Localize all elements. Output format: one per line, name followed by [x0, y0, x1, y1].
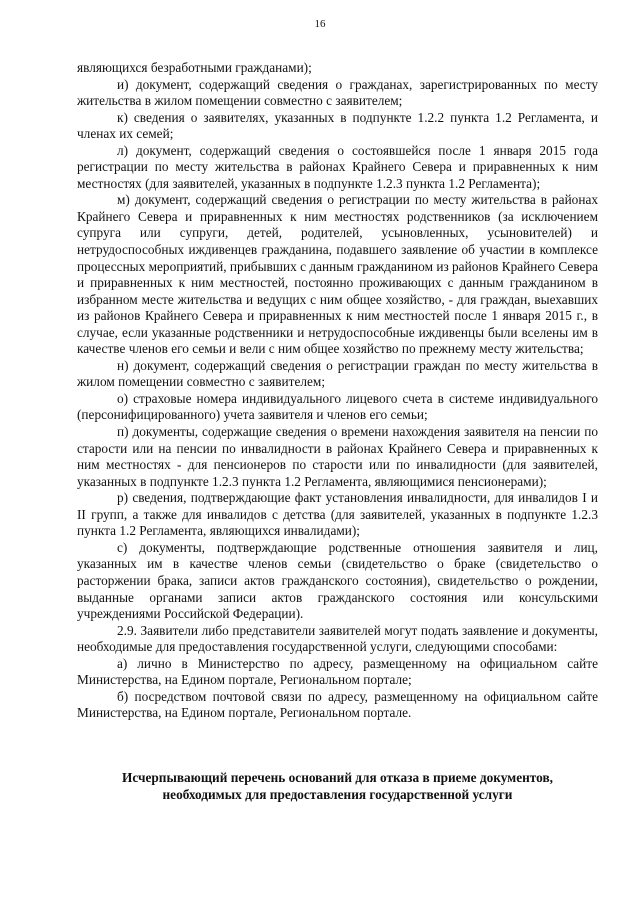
paragraph-item-m: м) документ, содержащий сведения о регистрации по месту жительства в районах Крайнего Севера и приравненных к ним местностях родственников (за исключением супруга или супруги, детей, родителей, усыновленных, усыновителей) и нетрудоспособных иждивенцев гражданина, подавшего заявление об участии в комплексе процессных мероприятий, прибывших с данным гражданином из районов Крайнего Севера и приравненных к ним местностей, постоянно проживающих с данным гражданином в избранном месте жительства и ведущих с ним общее хозяйство, - для граждан, выехавших из районов Крайнего Севера и приравненных к ним местностей после 1 января 2015 г., в случае, если указанные родственники и нетрудоспособные иждивенцы были вселены им в качестве членов его семьи и вели с ним общее хозяйство по прежнему месту жительства; — [77, 192, 598, 357]
section-heading — [77, 769, 598, 803]
paragraph-item-k: к) сведения о заявителях, указанных в подпункте 1.2.2 пункта 1.2 Регламента, и членах их семей; — [77, 109, 598, 142]
paragraph-continuation: являющихся безработными гражданами); — [77, 60, 312, 75]
paragraph-item-r: р) сведения, подтверждающие факт установления инвалидности, для инвалидов I и II групп, а также для инвалидов с детства (для заявителей, указанных в подпункте 1.2.3 пункта 1.2 Регламента, являющихся инвалидами); — [77, 490, 598, 539]
paragraph-item-n: н) документ, содержащий сведения о регистрации граждан по месту жительства в жилом помещении совместно с заявителем; — [77, 357, 598, 390]
paragraph-2-9: 2.9. Заявители либо представители заявителей могут подать заявление и документы, необходимые для предоставления государственной услуги, следующими способами: — [77, 622, 598, 655]
page-number: 16 — [314, 18, 326, 30]
paragraph-item-l: л) документ, содержащий сведения о состоявшейся после 1 января 2015 года регистрации по месту жительства в районах Крайнего Севера и приравненных к ним местностях (для заявителей, указанных в подпункте 1.2.3 пункта 1.2 Регламента); — [77, 142, 598, 191]
section-heading-line-2: необходимых для предоставления государственной услуги — [162, 787, 513, 802]
section-heading-line-1: Исчерпывающий перечень оснований для отказа в приеме документов, — [122, 770, 553, 785]
paragraph-item-o: о) страховые номера индивидуального лицевого счета в системе индивидуального (персонифицированного) учета заявителя и членов его семьи; — [77, 390, 598, 423]
paragraph-item-i: и) документ, содержащий сведения о гражданах, зарегистрированных по месту жительства в жилом помещении совместно с заявителем; — [77, 76, 598, 109]
paragraph-item-s: с) документы, подтверждающие родственные отношения заявителя и лиц, указанных им в качестве членов семьи (свидетельство о браке (свидетельство о расторжении брака, записи актов гражданского состояния), свидетельство о рождении, выданные органами записи актов гражданского состояния или консульскими учреждениями Российской Федерации). — [77, 539, 598, 622]
paragraph-item-a: а) лично в Министерство по адресу, размещенному на официальном сайте Министерства, на Едином портале, Региональном портале; — [77, 655, 598, 688]
paragraph-item-p: п) документы, содержащие сведения о времени нахождения заявителя на пенсии по старости или на пенсии по инвалидности в районах Крайнего Севера и приравненных к ним местностях - для пенсионеров по старости или по инвалидности (для заявителей, указанных в подпункте 1.2.3 пункта 1.2 Регламента, являющимися пенсионерами); — [77, 424, 598, 489]
body-text — [77, 60, 598, 722]
paragraph-item-b: б) посредством почтовой связи по адресу, размещенному на официальном сайте Министерства, на Едином портале, Региональном портале. — [77, 688, 598, 721]
